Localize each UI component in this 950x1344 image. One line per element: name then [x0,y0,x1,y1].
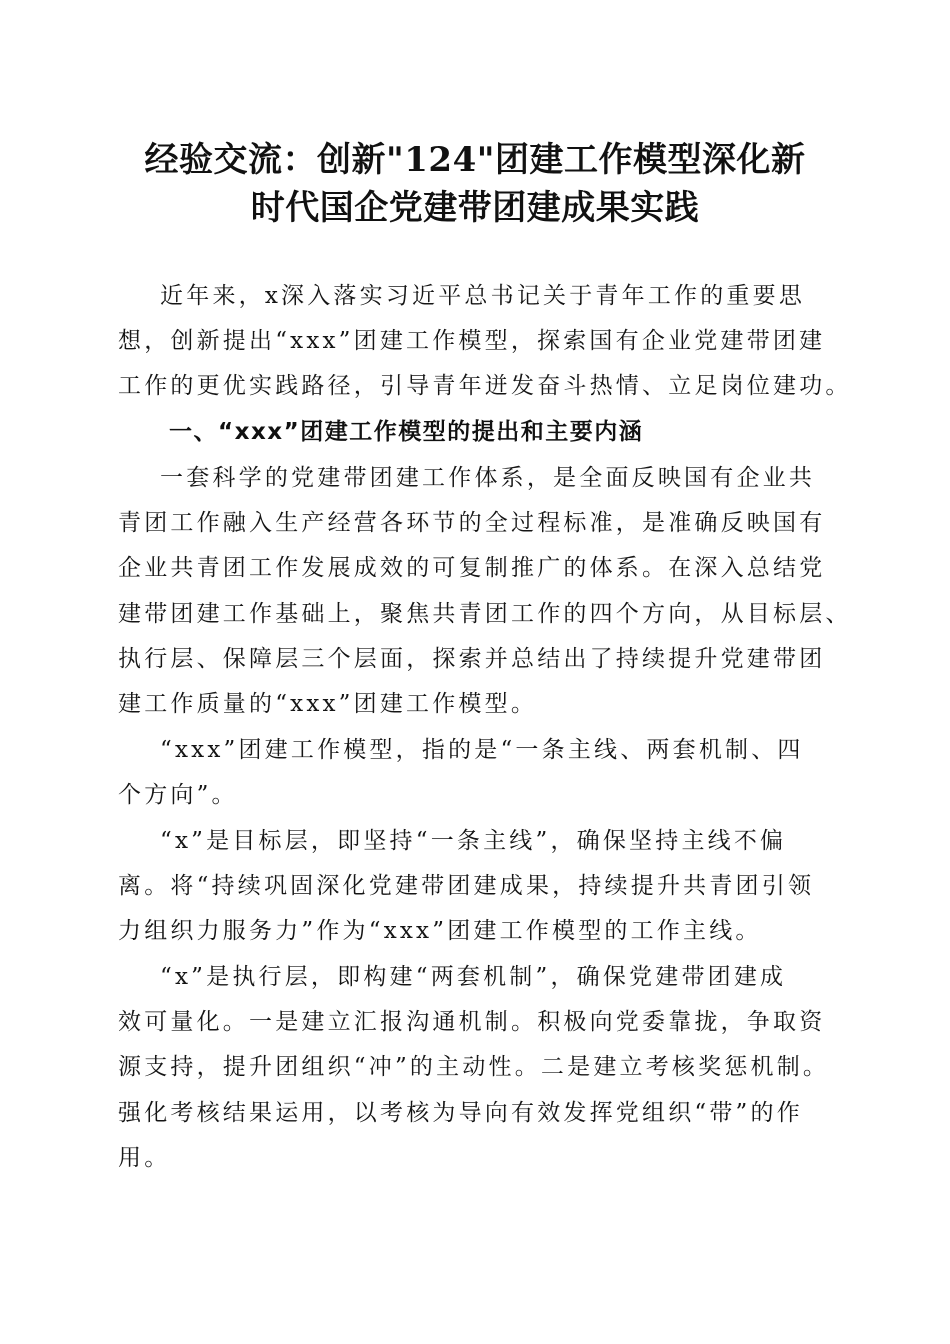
paragraph-line: 想，创新提出“xxx”团建工作模型，探索国有企业党建带团建 [118,328,826,354]
paragraph-line: 力组织力服务力”作为“xxx”团建工作模型的工作主线。 [118,918,762,944]
paragraph-line: 用。 [118,1145,171,1171]
section-heading: 一、“xxx”团建工作模型的提出和主要内涵 [169,419,644,445]
paragraph-line: 企业共青团工作发展成效的可复制推广的体系。在深入总结党 [118,555,826,581]
paragraph-line: “xxx”团建工作模型，指的是“一条主线、两套机制、四 [118,737,804,763]
paragraph-line: 青团工作融入生产经营各环节的全过程标准，是准确反映国有 [118,510,826,536]
paragraph-line: 建工作质量的“xxx”团建工作模型。 [118,691,538,717]
paragraph-line: 离。将“持续巩固深化党建带团建成果，持续提升共青团引领 [118,873,815,899]
paragraph-line: 工作的更优实践路径，引导青年迸发奋斗热情、立足岗位建功。 [118,373,852,399]
paragraph-line: 建带团建工作基础上，聚焦共青团工作的四个方向，从目标层、 [118,601,852,627]
document-title-line-1: 经验交流：创新"124"团建工作模型深化新 [144,140,806,180]
paragraph-line: 个方向”。 [118,782,238,808]
paragraph-line: 效可量化。一是建立汇报沟通机制。积极向党委靠拢，争取资 [118,1009,826,1035]
paragraph-line: “x”是执行层，即构建“两套机制”，确保党建带团建成 [118,964,787,990]
document-title-line-2: 时代国企党建带团建成果实践 [250,188,700,228]
paragraph-line: 执行层、保障层三个层面，探索并总结出了持续提升党建带团 [118,646,826,672]
paragraph-line: 近年来，x深入落实习近平总书记关于青年工作的重要思 [118,283,806,309]
paragraph-line: 强化考核结果运用，以考核为导向有效发挥党组织“带”的作 [118,1100,803,1126]
paragraph-line: “x”是目标层，即坚持“一条主线”，确保坚持主线不偏 [118,828,787,854]
paragraph-line: 一套科学的党建带团建工作体系，是全面反映国有企业共 [118,465,816,491]
paragraph-line: 源支持，提升团组织“冲”的主动性。二是建立考核奖惩机制。 [118,1054,830,1080]
